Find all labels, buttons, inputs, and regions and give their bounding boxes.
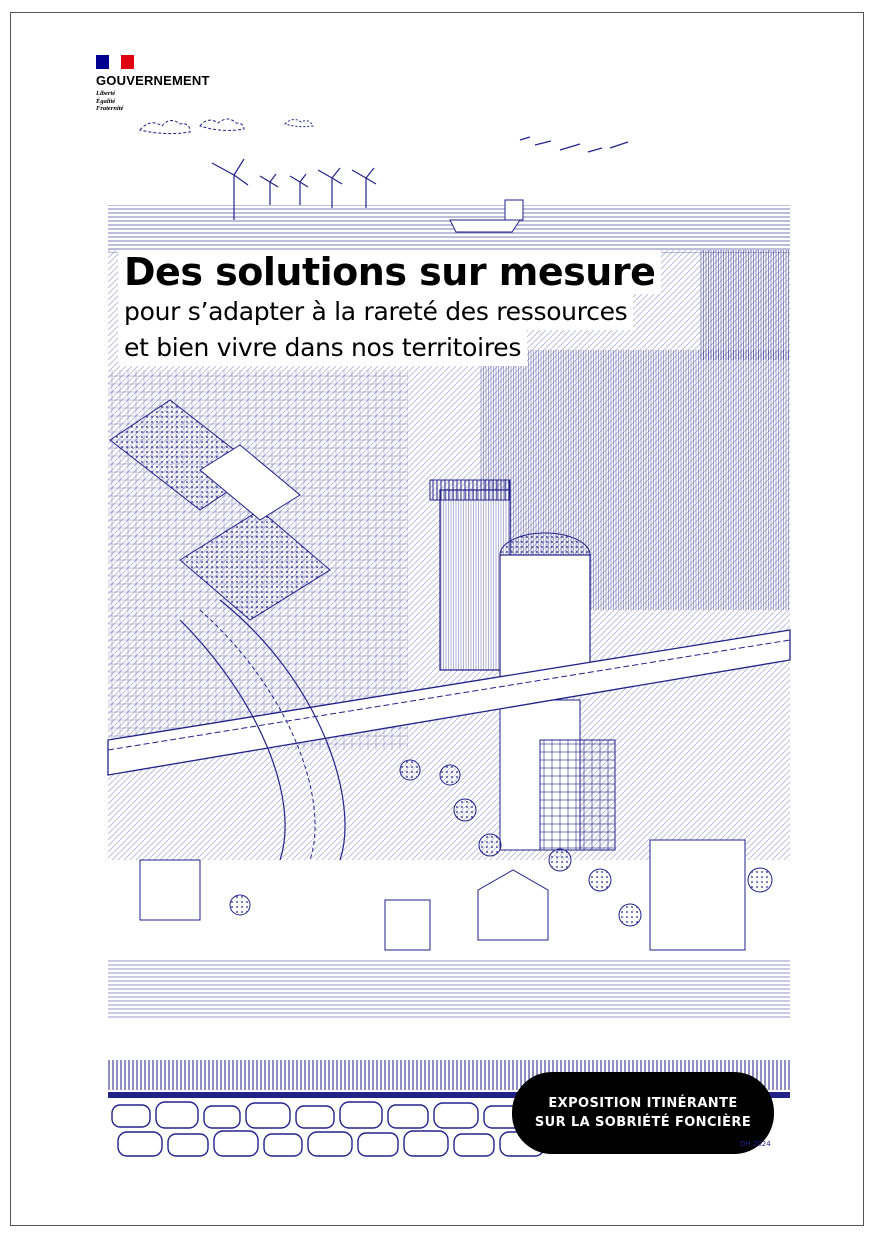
french-flag-icon	[96, 55, 134, 69]
artist-signature: DH 2024	[740, 1140, 771, 1148]
clouds	[140, 119, 628, 152]
flag-white-stripe	[109, 55, 122, 69]
flag-blue-stripe	[96, 55, 109, 69]
flag-red-stripe	[121, 55, 134, 69]
subtitle-line-1: pour s’adapter à la rareté des ressources	[118, 294, 633, 330]
main-title: Des solutions sur mesure	[118, 250, 661, 294]
motto-liberte: Liberté	[96, 90, 116, 97]
motto-egalite: Égalité	[96, 97, 116, 105]
government-name: GOUVERNEMENT	[96, 73, 210, 88]
subtitle-line-2: et bien vivre dans nos territoires	[118, 330, 527, 366]
title-block	[118, 250, 661, 366]
motto-fraternite: Fraternité	[96, 105, 124, 112]
badge-line-2: SUR LA SOBRIÉTÉ FONCIÈRE	[534, 1115, 752, 1130]
badge-line-1: EXPOSITION ITINÉRANTE	[548, 1096, 738, 1111]
government-logo	[96, 55, 210, 113]
exhibition-badge	[512, 1072, 774, 1154]
sea	[108, 200, 790, 253]
motto	[96, 90, 210, 113]
